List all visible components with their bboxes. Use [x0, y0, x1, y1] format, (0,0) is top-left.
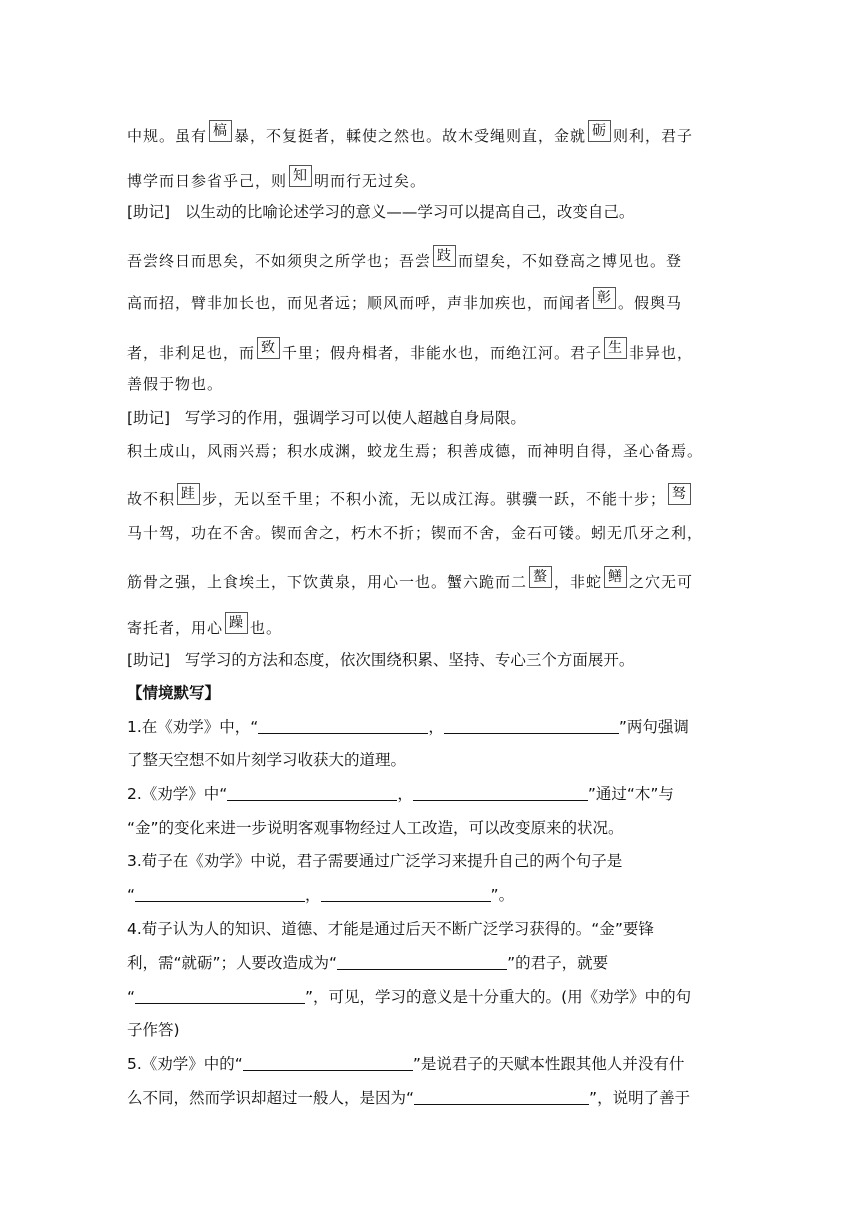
note-line — [127, 200, 737, 222]
answer-blank[interactable] — [227, 786, 397, 801]
text: 1.在《劝学》中，“ — [127, 718, 259, 736]
text: ”两句强调 — [618, 718, 689, 736]
question-2 — [127, 782, 737, 804]
text: ”是说君子的天赋本性跟其他人并没有什 — [412, 1055, 685, 1073]
text: ， — [305, 886, 321, 904]
question-4-cont — [127, 951, 737, 973]
question-2-cont: “金”的变化来进一步说明客观事物经过人工改造，可以改变原来的状况。 — [127, 819, 624, 837]
text: 也。 — [250, 619, 283, 637]
text: 。假舆马 — [618, 294, 683, 312]
annotated-char: 生 — [604, 337, 627, 359]
text: 之穴无可 — [629, 573, 694, 591]
text: ，非蛇 — [554, 573, 603, 591]
annotated-char: 鳝 — [604, 566, 627, 588]
text: ”的君子，就要 — [507, 954, 609, 972]
text: ， — [428, 718, 444, 736]
passage-line — [127, 440, 737, 461]
annotated-char: 驽 — [668, 483, 691, 505]
note-tag: [助记] — [127, 409, 171, 427]
passage-line — [127, 337, 737, 363]
answer-blank[interactable] — [321, 887, 491, 902]
text: 故不积 — [127, 490, 176, 508]
text: 则利，君子 — [613, 127, 694, 145]
answer-blank[interactable] — [135, 989, 305, 1004]
text: 善假于物也。 — [127, 375, 224, 393]
answer-blank[interactable] — [337, 955, 507, 970]
annotated-char: 槁 — [209, 120, 232, 142]
passage-line — [127, 566, 737, 592]
answer-blank[interactable] — [414, 1090, 589, 1105]
passage-line — [127, 522, 737, 543]
note-text: 以生动的比喻论述学习的意义——学习可以提高自己，改变自己。 — [184, 203, 635, 221]
text: ”，说明了善于 — [589, 1089, 691, 1107]
note-text: 写学习的作用，强调学习可以使人超越自身局限。 — [184, 409, 526, 427]
question-3-cont — [127, 883, 737, 905]
annotated-char: 砺 — [588, 120, 611, 142]
annotated-char: 跂 — [433, 245, 456, 267]
text: ”，可见，学习的意义是十分重大的。(用《劝学》中的句 — [305, 988, 692, 1006]
text: 高而招，臂非加长也，而见者远；顺风而呼，声非加疾也，而闻者 — [127, 294, 592, 312]
text: 千里；假舟楫者，非能水也，而绝江河。君子 — [282, 344, 603, 362]
question-4-cont: 子作答) — [127, 1021, 180, 1039]
text: 步，无以至千里；不积小流，无以成江海。骐骥一跃，不能十步； — [202, 490, 667, 508]
passage-line — [127, 287, 737, 313]
annotated-char: 跬 — [177, 483, 200, 505]
question-1 — [127, 715, 737, 737]
text: 輮使之然也。故木受绳则直，金就 — [346, 127, 587, 145]
passage-line — [127, 165, 737, 191]
answer-blank[interactable] — [135, 887, 305, 902]
text: 寄托者，用心 — [127, 619, 224, 637]
text: 者，非利足也，而 — [127, 344, 256, 362]
passage-line — [127, 120, 737, 146]
text: ”。 — [490, 886, 515, 904]
note-line — [127, 648, 737, 670]
note-line — [127, 406, 737, 428]
passage-line — [127, 612, 737, 638]
annotated-char: 躁 — [225, 612, 248, 634]
note-text: 写学习的方法和态度，依次围绕积累、坚持、专心三个方面展开。 — [184, 651, 635, 669]
text: 明而行无过矣。 — [314, 172, 427, 190]
question-3: 3.荀子在《劝学》中说，君子需要通过广泛学习来提升自己的两个句子是 — [127, 852, 623, 870]
answer-blank[interactable] — [243, 1056, 413, 1071]
annotated-char: 知 — [289, 165, 312, 187]
text: 暴，不复挺者， — [234, 127, 347, 145]
text: “ — [127, 886, 136, 904]
question-5 — [127, 1052, 737, 1074]
text: 么不同，然而学识却超过一般人，是因为“ — [127, 1089, 415, 1107]
passage-line — [127, 483, 737, 509]
text: 积土成山，风雨兴焉；积水成渊，蛟龙生焉；积善成德，而神明自得，圣心备焉。 — [127, 442, 704, 460]
annotated-char: 彰 — [593, 287, 616, 309]
text: 中规。虽有 — [127, 127, 208, 145]
text: “ — [127, 988, 136, 1006]
question-4-cont — [127, 985, 737, 1007]
text: ， — [397, 785, 413, 803]
text: 马十驾，功在不舍。锲而舍之，朽木不折；锲而不舍，金石可镂。蚓无爪牙之利， — [127, 524, 704, 542]
question-1-cont: 了整天空想不如片刻学习收获大的道理。 — [127, 751, 407, 769]
question-5-cont — [127, 1086, 737, 1108]
annotated-char: 螯 — [529, 566, 552, 588]
text: 吾尝终日而思矣，不如须臾之所学也；吾尝 — [127, 252, 432, 270]
text: 而望矣，不如登高之博见也。登 — [458, 252, 683, 270]
annotated-char: 致 — [257, 337, 280, 359]
passage-line — [127, 245, 737, 271]
text: 5.《劝学》中的“ — [127, 1055, 243, 1073]
question-4: 4.荀子认为人的知识、道德、才能是通过后天不断广泛学习获得的。“金”要锋 — [127, 920, 654, 938]
passage-line — [127, 373, 737, 394]
section-title: 【情境默写】 — [127, 684, 221, 702]
answer-blank[interactable] — [413, 786, 588, 801]
text: 利，需“就砺”；人要改造成为“ — [127, 954, 338, 972]
note-tag: [助记] — [127, 203, 171, 221]
text: 非异也， — [629, 344, 694, 362]
text: 2.《劝学》中“ — [127, 785, 228, 803]
answer-blank[interactable] — [258, 719, 428, 734]
text: 筋骨之强，上食埃土，下饮黄泉，用心一也。蟹六跪而二 — [127, 573, 528, 591]
answer-blank[interactable] — [444, 719, 619, 734]
text: ”通过“木”与 — [587, 785, 674, 803]
note-tag: [助记] — [127, 651, 171, 669]
text: 博学而日参省乎己，则 — [127, 172, 288, 190]
